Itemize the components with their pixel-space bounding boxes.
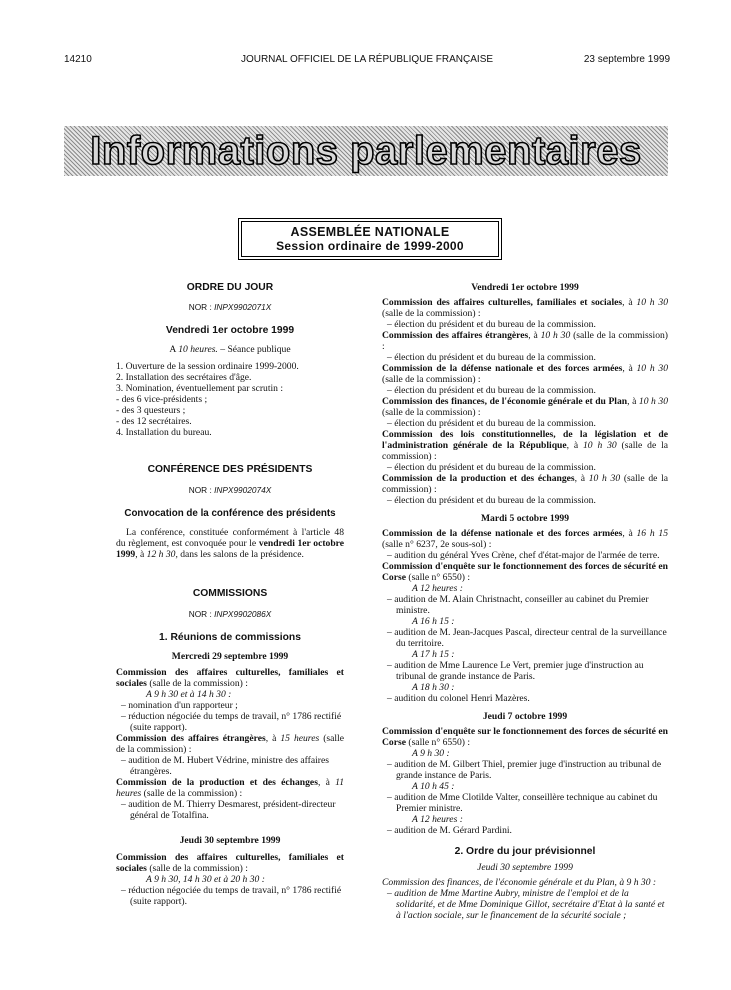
commission-entry: Commission de la défense nationale et des forces armées, à 16 h 15 (salle n° 6237, 2e sous-sol) : bbox=[382, 528, 668, 550]
agenda-detail: – audition du colonel Henri Mazères. bbox=[387, 693, 530, 704]
agenda-item: - des 3 questeurs ; bbox=[116, 405, 186, 416]
time-line: A 9 h 30, 14 h 30 et à 20 h 30 : bbox=[146, 874, 265, 885]
commission-entry: Commission des lois constitutionnelles, de la législation et de l'administration générale de la République, à 10 h 30 (salle de la commission) : bbox=[382, 429, 668, 462]
conference-heading: CONFÉRENCE DES PRÉSIDENTS bbox=[147, 464, 313, 475]
date-heading: Jeudi 7 octobre 1999 bbox=[482, 711, 568, 722]
agenda-detail: – audition de M. Gilbert Thiel, premier juge d'instruction au tribunal de grande instance de Paris. bbox=[387, 759, 662, 781]
right-column bbox=[382, 282, 668, 921]
left-column bbox=[116, 282, 344, 907]
commission-entry: Commission des finances, de l'économie générale et du Plan, à 10 h 30 (salle de la commission) : bbox=[382, 396, 668, 418]
agenda-detail: – élection du président et du bureau de la commission. bbox=[387, 418, 596, 429]
agenda-item: 3. Nomination, éventuellement par scrutin : bbox=[116, 383, 284, 394]
agenda-item: - des 12 secrétaires. bbox=[116, 416, 192, 427]
agenda-detail: – élection du président et du bureau de la commission. bbox=[387, 385, 596, 396]
commission-entry: Commission des finances, de l'économie générale et du Plan, à 9 h 30 : bbox=[382, 877, 657, 888]
agenda-detail: – réduction négociée du temps de travail, n° 1786 rectifié (suite rapport). bbox=[121, 885, 342, 907]
time-line: A 12 heures : bbox=[412, 583, 463, 594]
convocation-text: La conférence, constituée conformément à l'article 48 du règlement, est convoquée pour le vendredi 1er octobre 1999, à 12 h 30, dans les salons de la présidence. bbox=[116, 527, 344, 560]
agenda-detail: – élection du président et du bureau de la commission. bbox=[387, 462, 596, 473]
nor-line: NOR : INPX9902086X bbox=[188, 609, 272, 619]
date-heading: Jeudi 30 septembre 1999 bbox=[477, 862, 573, 873]
agenda-list bbox=[116, 361, 344, 438]
nor-line: NOR : INPX9902074X bbox=[188, 485, 272, 495]
commission-entry: Commission de la défense nationale et des forces armées, à 10 h 30 (salle de la commission) : bbox=[382, 363, 668, 385]
time-line: A 9 h 30 et à 14 h 30 : bbox=[146, 689, 232, 700]
date-heading: Vendredi 1er octobre 1999 bbox=[471, 282, 579, 293]
time-line: A 18 h 30 : bbox=[412, 682, 455, 693]
ordre-du-jour-heading: ORDRE DU JOUR bbox=[186, 282, 274, 293]
ordre-previsionnel-heading: 2. Ordre du jour prévisionnel bbox=[454, 846, 596, 857]
agenda-detail: – élection du président et du bureau de la commission. bbox=[387, 352, 596, 363]
time-line: A 17 h 15 : bbox=[412, 649, 455, 660]
agenda-detail: – élection du président et du bureau de la commission. bbox=[387, 495, 596, 506]
assembly-name: ASSEMBLÉE NATIONALE bbox=[290, 225, 450, 239]
agenda-detail: – audition de M. Jean-Jacques Pascal, directeur central de la surveillance du territoire. bbox=[387, 627, 667, 649]
commission-entry: Commission de la production et des échanges, à 11 heures (salle de la commission) : bbox=[116, 777, 344, 799]
agenda-item: 1. Ouverture de la session ordinaire 1999-2000. bbox=[116, 361, 299, 372]
agenda-detail: – élection du président et du bureau de la commission. bbox=[387, 319, 596, 330]
journal-title: JOURNAL OFFICIEL DE LA RÉPUBLIQUE FRANÇAISE bbox=[240, 54, 494, 65]
date-heading: Mercredi 29 septembre 1999 bbox=[171, 651, 289, 662]
agenda-item: - des 6 vice-présidents ; bbox=[116, 394, 208, 405]
commission-entry: Commission des affaires étrangères, à 15 heures (salle de la commission) : bbox=[116, 733, 344, 755]
agenda-detail: – réduction négociée du temps de travail, n° 1786 rectifié (suite rapport). bbox=[121, 711, 342, 733]
page-header bbox=[64, 54, 670, 68]
agenda-detail: – audition de M. Hubert Védrine, ministre des affaires étrangères. bbox=[121, 755, 329, 777]
commission-entry: Commission des affaires culturelles, familiales et sociales (salle de la commission) : bbox=[116, 852, 344, 874]
page-number: 14210 bbox=[64, 54, 92, 65]
vendredi-heading: Vendredi 1er octobre 1999 bbox=[165, 325, 295, 336]
issue-date: 23 septembre 1999 bbox=[583, 54, 670, 65]
time-line: A 12 heures : bbox=[412, 814, 463, 825]
commission-entry: Commission des affaires étrangères, à 10 h 30 (salle de la commission) : bbox=[382, 330, 668, 352]
agenda-detail: – nomination d'un rapporteur ; bbox=[121, 700, 238, 711]
agenda-detail: – audition de M. Thierry Desmarest, président-directeur général de Totalfina. bbox=[121, 799, 336, 821]
time-line: A 16 h 15 : bbox=[412, 616, 455, 627]
date-heading: Mardi 5 octobre 1999 bbox=[480, 513, 570, 524]
time-line: A 9 h 30 : bbox=[412, 748, 450, 759]
commission-entry: Commission des affaires culturelles, familiales et sociales (salle de la commission) : bbox=[116, 667, 344, 689]
banner-title: Informations parlementaires bbox=[90, 129, 642, 173]
section-banner bbox=[64, 126, 668, 176]
reunions-heading: 1. Réunions de commissions bbox=[159, 632, 301, 643]
agenda-detail: – audition de Mme Laurence Le Vert, premier juge d'instruction au tribunal de grande instance de Paris. bbox=[387, 660, 644, 682]
commission-entry: Commission des affaires culturelles, familiales et sociales, à 10 h 30 (salle de la commission) : bbox=[382, 297, 668, 319]
time-line: A 10 h 45 : bbox=[412, 781, 455, 792]
seance-line: A 10 heures. – Séance publique bbox=[169, 344, 291, 355]
commission-entry: Commission d'enquête sur le fonctionnement des forces de sécurité en Corse (salle n° 6550) : bbox=[382, 561, 668, 583]
agenda-item: 4. Installation du bureau. bbox=[116, 427, 212, 438]
commission-entry: Commission de la production et des échanges, à 10 h 30 (salle de la commission) : bbox=[382, 473, 669, 495]
agenda-detail: – audition de M. Gérard Pardini. bbox=[387, 825, 512, 836]
nor-line: NOR : INPX9902071X bbox=[188, 302, 272, 312]
date-heading: Jeudi 30 septembre 1999 bbox=[179, 835, 281, 846]
agenda-detail: – audition du général Yves Crène, chef d'état-major de l'armée de terre. bbox=[387, 550, 660, 561]
session-name: Session ordinaire de 1999-2000 bbox=[276, 239, 464, 253]
agenda-item: 2. Installation des secrétaires d'âge. bbox=[116, 372, 252, 383]
convocation-heading: Convocation de la conférence des présidents bbox=[124, 508, 336, 519]
commissions-heading: COMMISSIONS bbox=[192, 588, 268, 599]
commission-entry: Commission d'enquête sur le fonctionnement des forces de sécurité en Corse (salle n° 6550) : bbox=[382, 726, 668, 748]
agenda-detail: – audition de M. Alain Christnacht, conseiller au cabinet du Premier ministre. bbox=[387, 594, 649, 616]
agenda-detail: – audition de Mme Martine Aubry, ministre de l'emploi et de la solidarité, et de Mme Dominique Gillot, secrétaire d'Etat à la santé et à l'action sociale, sur le financement de la sécurité sociale ; bbox=[387, 888, 665, 921]
agenda-detail: – audition de Mme Clotilde Valter, conseillère technique au cabinet du Premier ministre. bbox=[387, 792, 658, 814]
assembly-box bbox=[238, 218, 502, 260]
